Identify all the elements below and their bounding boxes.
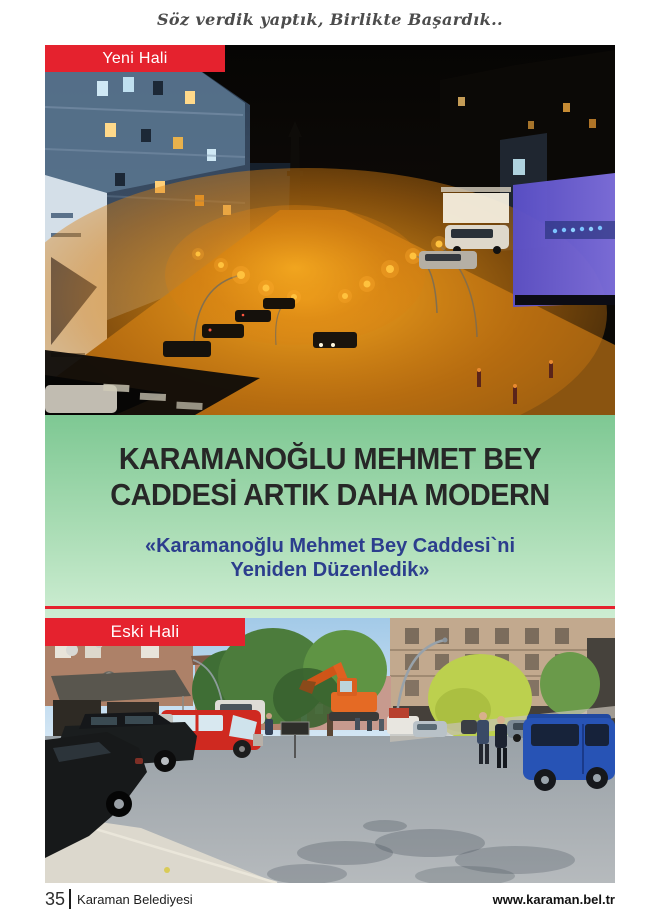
- page-footer: [45, 886, 615, 912]
- red-separator-line: [45, 606, 615, 609]
- headline-subtitle: [45, 534, 615, 582]
- page-number: 35: [45, 888, 66, 909]
- footer-divider: [69, 889, 71, 909]
- photo-label-old: Eski Hali: [45, 618, 245, 646]
- headline-line1: KARAMANOĞLU MEHMET BEY: [118, 441, 542, 476]
- subtitle-line2: Yeniden Düzenledik»: [230, 559, 430, 581]
- header-slogan: Söz verdik yaptık, Birlikte Başardık..: [156, 10, 504, 29]
- footer-left: [45, 889, 193, 910]
- photo-label-new: Yeni Hali: [45, 45, 225, 72]
- headline-band: [45, 415, 615, 618]
- day-street-scene: [45, 618, 615, 883]
- headline-title: [65, 441, 595, 513]
- publisher-name: Karaman Belediyesi: [77, 891, 193, 907]
- website-url: www.karaman.bel.tr: [492, 891, 615, 907]
- night-street-scene: [45, 45, 615, 415]
- subtitle-line1: «Karamanoğlu Mehmet Bey Caddesi`ni: [144, 535, 516, 557]
- photo-old-street-day: [45, 618, 615, 883]
- blue-minivan: [523, 714, 615, 791]
- photo-new-street-night: [45, 45, 615, 415]
- headline-line2: CADDESİ ARTIK DAHA MODERN: [110, 477, 550, 512]
